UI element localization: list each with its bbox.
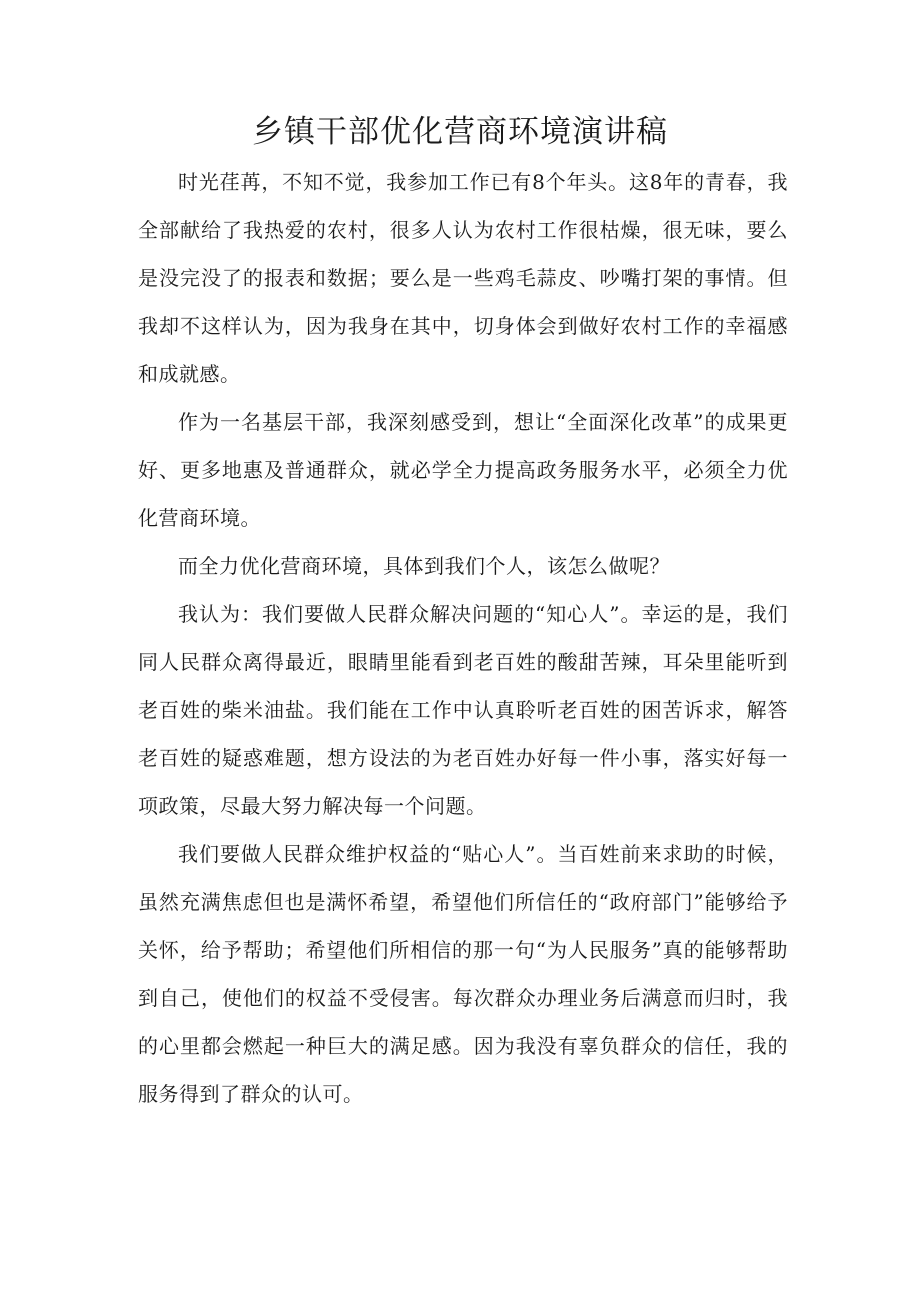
paragraph-1: 时光荏苒，不知不觉，我参加工作已有8个年头。这8年的青春，我全部献给了我热爱的农村，很多人认为农村工作很枯燥，很无味，要么是没完没了的报表和数据；要么是一些鸡毛蒜皮、吵嘴打架的事情。但我却不这样认为，因为我身在其中，切身体会到做好农村工作的幸福感和成就感。 [138,170,788,386]
paragraph-2: 作为一名基层干部，我深刻感受到，想让“全面深化改革”的成果更好、更多地惠及普通群众，就必学全力提高政务服务水平，必须全力优化营商环境。 [138,410,788,530]
document-title: 乡镇干部优化营商环境演讲稿 [252,114,668,150]
document-body [138,158,788,1118]
paragraph-3: 而全力优化营商环境，具体到我们个人，该怎么做呢？ [178,554,670,578]
paragraph-4: 我认为：我们要做人民群众解决问题的“知心人”。幸运的是，我们同人民群众离得最近，眼睛里能看到老百姓的酸甜苦辣，耳朵里能听到老百姓的柴米油盐。我们能在工作中认真聆听老百姓的困苦诉求，解答老百姓的疑惑难题，想方设法的为老百姓办好每一件小事，落实好每一项政策，尽最大努力解决每一个问题。 [138,602,788,818]
paragraph-5: 我们要做人民群众维护权益的“贴心人”。当百姓前来求助的时候，虽然充满焦虑但也是满怀希望，希望他们所信任的“政府部门”能够给予关怀，给予帮助；希望他们所相信的那一句“为人民服务”真的能够帮助到自己，使他们的权益不受侵害。每次群众办理业务后满意而归时，我的心里都会燃起一种巨大的满足感。因为我没有辜负群众的信任，我的服务得到了群众的认可。 [138,842,788,1106]
